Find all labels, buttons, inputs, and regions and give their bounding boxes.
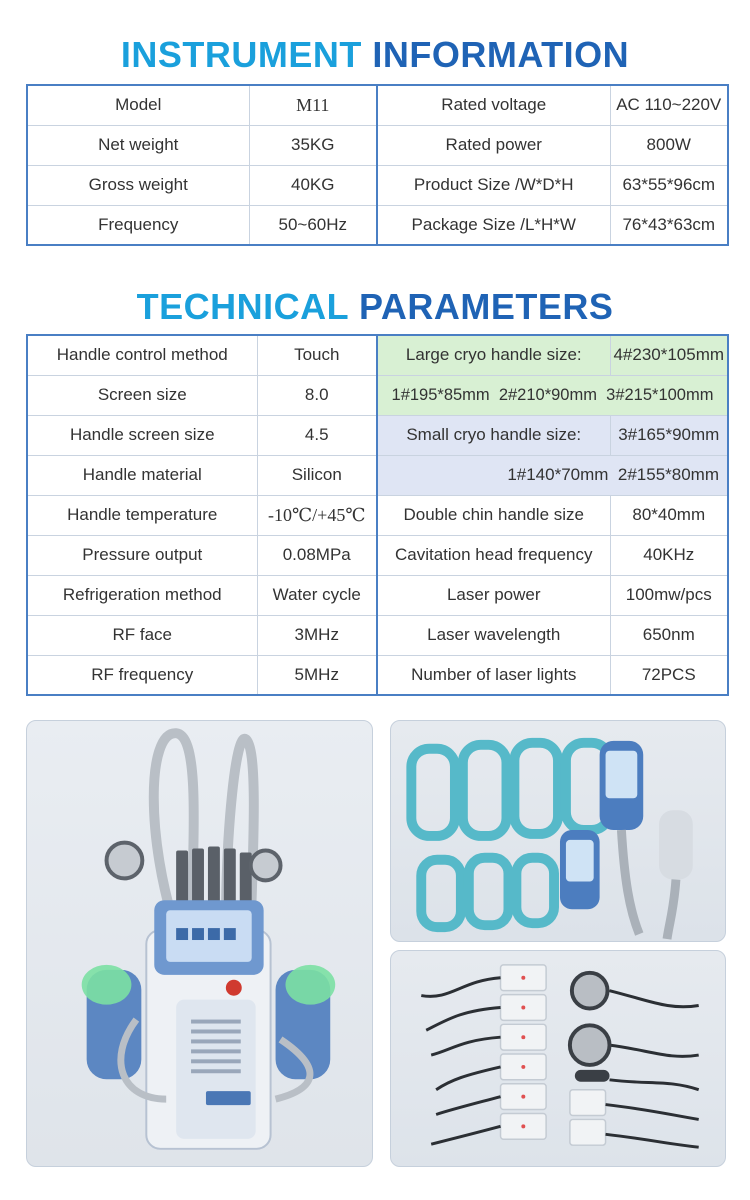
large-cryo-sizes: 1#195*85mm 2#210*90mm 3#215*100mm [377,375,728,415]
spec-value: AC 110~220V [610,85,728,125]
table-row [27,165,728,205]
spec-value: Touch [257,335,377,375]
technical-parameters-table [26,334,729,696]
cryo-handles-illustration [391,721,725,941]
spec-label: Handle control method [27,335,257,375]
spec-label: Small cryo handle size: [377,415,610,455]
spec-label: Net weight [27,125,249,165]
spec-label: Double chin handle size [377,495,610,535]
spec-label: Pressure output [27,535,257,575]
table-row [27,375,728,415]
spec-value: 35KG [249,125,377,165]
table-row [27,495,728,535]
spec-label: RF face [27,615,257,655]
spec-label: Rated power [377,125,610,165]
spec-value: 0.08MPa [257,535,377,575]
laser-pads-photo [390,950,726,1167]
small-cryo-sizes: 1#140*70mm 2#155*80mm [377,455,728,495]
spec-value: M11 [249,85,377,125]
cryo-handles-photo [390,720,726,942]
spec-label: Product Size /W*D*H [377,165,610,205]
spec-value: 40KHz [610,535,728,575]
spec-label: Number of laser lights [377,655,610,695]
spec-value: 50~60Hz [249,205,377,245]
table-row [27,535,728,575]
table-row [27,615,728,655]
spec-value: 3MHz [257,615,377,655]
spec-value: 63*55*96cm [610,165,728,205]
heading-word-2: PARAMETERS [359,286,614,327]
spec-value: 3#165*90mm [610,415,728,455]
spec-label: Model [27,85,249,125]
laser-pads-illustration [391,951,725,1166]
machine-photo [26,720,373,1167]
spec-value: Water cycle [257,575,377,615]
spec-value: 650nm [610,615,728,655]
spec-value: 80*40mm [610,495,728,535]
table-row [27,575,728,615]
spec-label: Large cryo handle size: [377,335,610,375]
spec-label: Refrigeration method [27,575,257,615]
spec-value: 8.0 [257,375,377,415]
spec-value: 800W [610,125,728,165]
instrument-information-table [26,84,729,246]
spec-label: Handle screen size [27,415,257,455]
machine-illustration [27,721,372,1166]
spec-value: 100mw/pcs [610,575,728,615]
spec-value: Silicon [257,455,377,495]
spec-value: 40KG [249,165,377,205]
spec-label: Frequency [27,205,249,245]
technical-parameters-heading [0,286,750,328]
table-row [27,205,728,245]
table-row [27,125,728,165]
spec-label: RF frequency [27,655,257,695]
table-row [27,415,728,455]
spec-value: 76*43*63cm [610,205,728,245]
spec-label: Rated voltage [377,85,610,125]
spec-value: -10℃/+45℃ [257,495,377,535]
heading-word-1: TECHNICAL [136,286,349,327]
spec-label: Gross weight [27,165,249,205]
spec-label: Cavitation head frequency [377,535,610,575]
heading-word-1: INSTRUMENT [120,34,362,75]
spec-value: 72PCS [610,655,728,695]
spec-label: Laser power [377,575,610,615]
spec-label: Screen size [27,375,257,415]
spec-value: 4#230*105mm [610,335,728,375]
instrument-information-heading [0,34,750,76]
spec-label: Package Size /L*H*W [377,205,610,245]
spec-value: 5MHz [257,655,377,695]
spec-value: 4.5 [257,415,377,455]
spec-label: Laser wavelength [377,615,610,655]
table-row [27,655,728,695]
table-row [27,85,728,125]
spec-label: Handle material [27,455,257,495]
table-row [27,455,728,495]
spec-label: Handle temperature [27,495,257,535]
table-row [27,335,728,375]
heading-word-2: INFORMATION [372,34,630,75]
